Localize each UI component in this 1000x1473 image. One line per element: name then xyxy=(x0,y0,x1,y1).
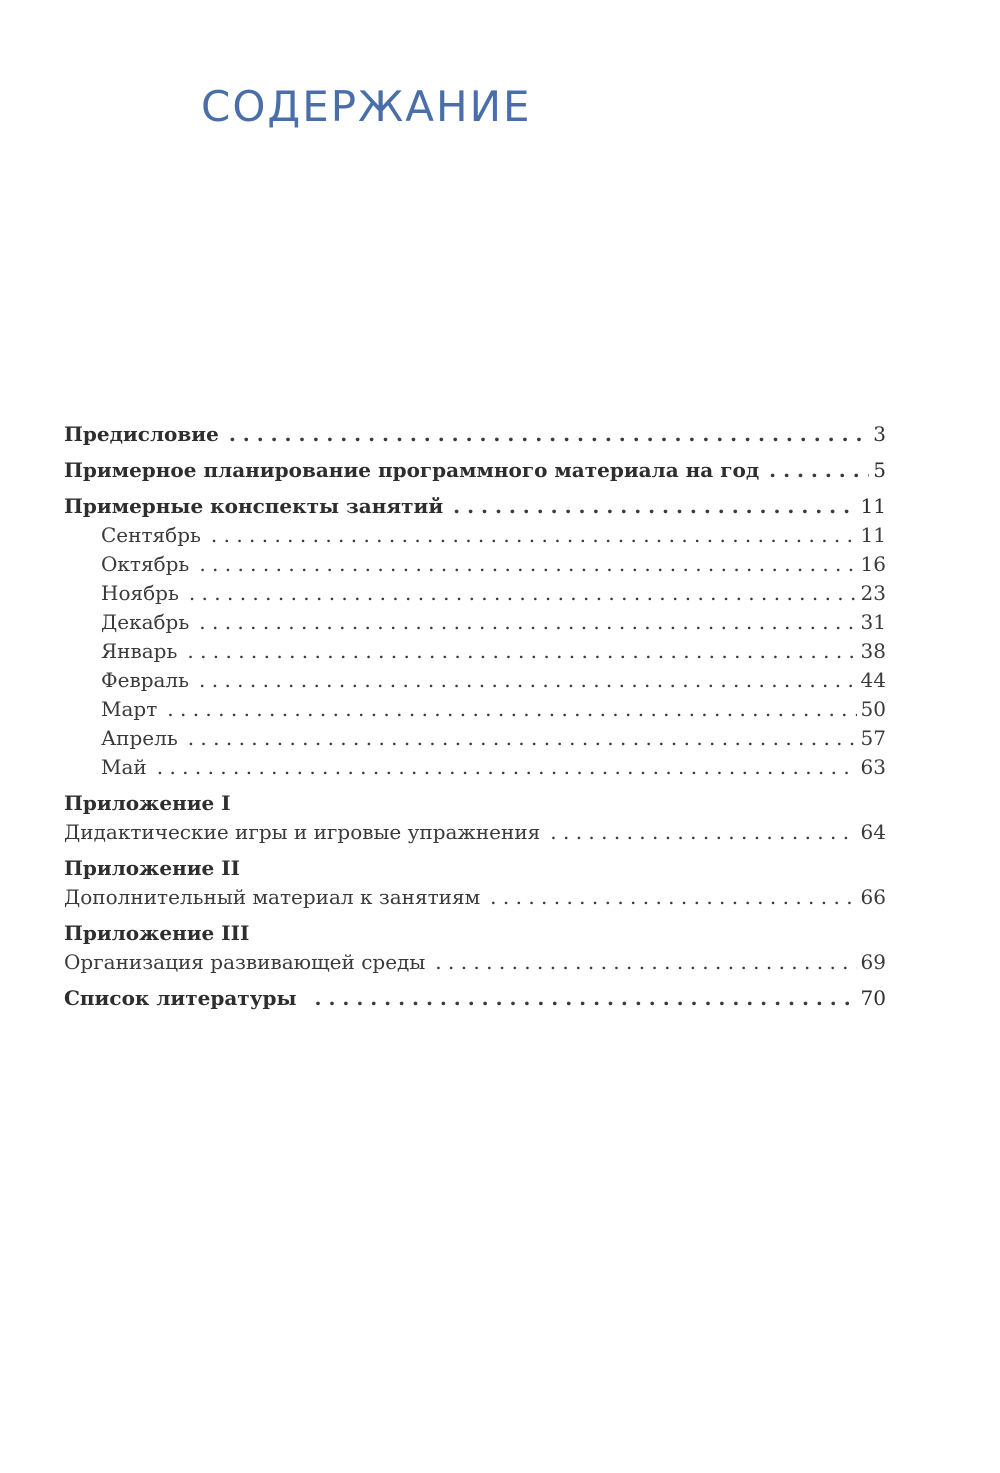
toc-entry-label: Предисловие xyxy=(64,422,219,446)
dot-leader xyxy=(229,424,869,444)
page-title: СОДЕРЖАНИЕ xyxy=(201,82,532,131)
dot-leader xyxy=(199,554,856,574)
toc-entry-month[interactable] xyxy=(64,583,886,603)
toc-entry-page: 5 xyxy=(873,458,886,482)
toc-entry-month[interactable] xyxy=(64,670,886,690)
toc-entry-page: 57 xyxy=(860,726,886,750)
dot-leader xyxy=(211,525,857,545)
toc-entry-page: 50 xyxy=(860,697,886,721)
dot-leader xyxy=(550,822,856,842)
toc-entry-page: 70 xyxy=(860,986,886,1010)
toc-entry-label: Примерные конспекты занятий xyxy=(64,494,444,518)
toc-entry-planning[interactable] xyxy=(64,460,886,480)
toc-entry-appendix-3[interactable] xyxy=(64,952,886,972)
toc-entry-page: 64 xyxy=(860,820,886,844)
toc-entry-month[interactable] xyxy=(64,554,886,574)
toc-entry-label: Февраль xyxy=(101,668,190,692)
dot-leader xyxy=(167,699,856,719)
appendix-1-heading: Приложение I xyxy=(64,791,231,815)
toc-entry-appendix-2[interactable] xyxy=(64,887,886,907)
toc-entry-notes[interactable] xyxy=(64,496,886,516)
toc-entry-month[interactable] xyxy=(64,641,886,661)
toc-entry-preface[interactable] xyxy=(64,424,886,444)
toc-entry-label: Примерное планирование программного материала на год xyxy=(64,458,760,482)
toc-entry-label: Декабрь xyxy=(101,610,190,634)
dot-leader xyxy=(188,728,857,748)
toc-entry-label: Сентябрь xyxy=(101,523,201,547)
toc-entry-label: Дополнительный материал к занятиям xyxy=(64,885,481,909)
dot-leader xyxy=(315,988,857,1008)
toc-entry-page: 11 xyxy=(860,523,886,547)
dot-leader xyxy=(769,460,869,480)
toc-entry-page: 16 xyxy=(860,552,886,576)
dot-leader xyxy=(199,612,856,632)
dot-leader xyxy=(189,583,857,603)
toc-entry-page: 44 xyxy=(860,668,886,692)
toc-entry-label: Январь xyxy=(101,639,178,663)
appendix-3-heading: Приложение III xyxy=(64,921,250,945)
toc-entry-bibliography[interactable] xyxy=(64,988,886,1008)
toc-entry-label: Март xyxy=(101,697,158,721)
toc-entry-month[interactable] xyxy=(64,612,886,632)
toc-entry-page: 11 xyxy=(860,494,886,518)
appendix-2-heading: Приложение II xyxy=(64,856,240,880)
dot-leader xyxy=(187,641,856,661)
toc-entry-page: 3 xyxy=(873,422,886,446)
toc-entry-month[interactable] xyxy=(64,757,886,777)
dot-leader xyxy=(199,670,857,690)
dot-leader xyxy=(453,496,856,516)
dot-leader xyxy=(157,757,857,777)
dot-leader xyxy=(490,887,856,907)
toc-entry-page: 66 xyxy=(860,885,886,909)
toc-entry-label: Организация развивающей среды xyxy=(64,950,426,974)
toc-entry-page: 69 xyxy=(860,950,886,974)
toc-entry-label: Октябрь xyxy=(101,552,190,576)
toc-entry-month[interactable] xyxy=(64,699,886,719)
toc-entry-page: 38 xyxy=(860,639,886,663)
table-of-contents xyxy=(64,416,886,1008)
dot-leader xyxy=(435,952,856,972)
toc-entry-label: Май xyxy=(101,755,147,779)
toc-entry-month[interactable] xyxy=(64,728,886,748)
toc-entry-label: Ноябрь xyxy=(101,581,179,605)
toc-entry-label: Список литературы xyxy=(64,986,297,1010)
toc-entry-page: 23 xyxy=(860,581,886,605)
toc-entry-appendix-1[interactable] xyxy=(64,822,886,842)
toc-entry-label: Апрель xyxy=(101,726,178,750)
toc-entry-month[interactable] xyxy=(64,525,886,545)
toc-entry-page: 63 xyxy=(860,755,886,779)
toc-entry-page: 31 xyxy=(860,610,886,634)
toc-entry-label: Дидактические игры и игровые упражнения xyxy=(64,820,541,844)
